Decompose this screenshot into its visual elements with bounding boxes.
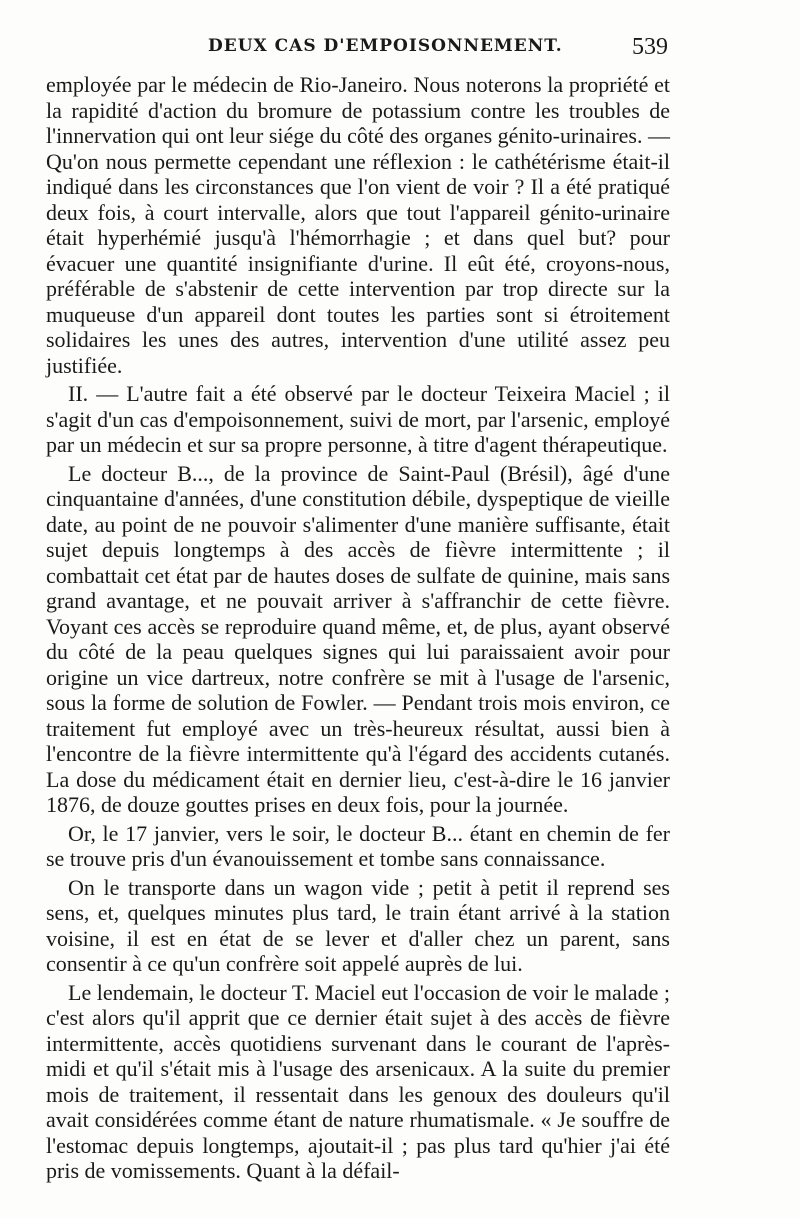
paragraph: Le lendemain, le docteur T. Maciel eut l'occasion de voir le malade ; c'est alors qu'il apprit que ce dernier était sujet à des accès de fièvre intermittente, accès quotidiens survenant dans le courant de l'après-midi et qu'il s'était mis à l'usage des arsenicaux. A la suite du premier mois de traitement, il ressentait dans les genoux des douleurs qu'il avait considérées comme étant de nature rhumatismale. « Je souffre de l'estomac depuis longtemps, ajoutait-il ; pas plus tard qu'hier j'ai été pris de vomissements. Quant à la défail- — [46, 979, 670, 1183]
running-title: DEUX CAS D'EMPOISONNEMENT. — [208, 36, 563, 56]
body-text — [46, 72, 670, 1187]
page-number: 539 — [632, 34, 668, 60]
paragraph: Or, le 17 janvier, vers le soir, le docteur B... étant en chemin de fer se trouve pris d'un évanouissement et tombe sans connaissance. — [46, 820, 670, 871]
paragraph: On le transporte dans un wagon vide ; petit à petit il reprend ses sens, et, quelques minutes plus tard, le train étant arrivé à la station voisine, il est en état de se lever et d'aller chez un parent, sans consentir à ce qu'un confrère soit appelé auprès de lui. — [46, 874, 670, 976]
paragraph: Le docteur B..., de la province de Saint-Paul (Brésil), âgé d'une cinquantaine d'années, d'une constitution débile, dyspeptique de vieille date, au point de ne pouvoir s'alimenter d'une manière suffisante, était sujet depuis longtemps à des accès de fièvre intermittente ; il combattait cet état par de hautes doses de sulfate de quinine, mais sans grand avantage, et ne pouvait arriver à s'affranchir de cette fièvre. Voyant ces accès se reproduire quand même, et, de plus, ayant observé du côté de la peau quelques signes qui lui paraissaient avoir pour origine un vice dartreux, notre confrère se mit à l'usage de l'arsenic, sous la forme de solution de Fowler. — Pendant trois mois environ, ce traitement fut employé avec un très-heureux résultat, aussi bien à l'encontre de la fièvre intermittente qu'à l'égard des accidents cutanés. La dose du médicament était en dernier lieu, c'est-à-dire le 16 janvier 1876, de douze gouttes prises en deux fois, pour la journée. — [46, 460, 670, 817]
paragraph: II. — L'autre fait a été observé par le docteur Teixeira Maciel ; il s'agit d'un cas d'empoisonnement, suivi de mort, par l'arsenic, employé par un médecin et sur sa propre personne, à titre d'agent thérapeutique. — [46, 381, 670, 457]
page-header — [0, 30, 800, 70]
paragraph: employée par le médecin de Rio-Janeiro. Nous noterons la propriété et la rapidité d'action du bromure de potassium contre les troubles de l'innervation qui ont leur siége du côté des organes génito-urinaires. — Qu'on nous permette cependant une réflexion : le cathétérisme était-il indiqué dans les circonstances que l'on vient de voir ? Il a été pratiqué deux fois, à court intervalle, alors que tout l'appareil génito-urinaire était hyperhémié jusqu'à l'hémorrhagie ; et dans quel but? pour évacuer une quantité insignifiante d'urine. Il eût été, croyons-nous, préférable de s'abstenir de cette intervention par trop directe sur la muqueuse d'un appareil dont toutes les parties sont si étroitement solidaires les unes des autres, intervention d'une utilité assez peu justifiée. — [46, 72, 670, 378]
